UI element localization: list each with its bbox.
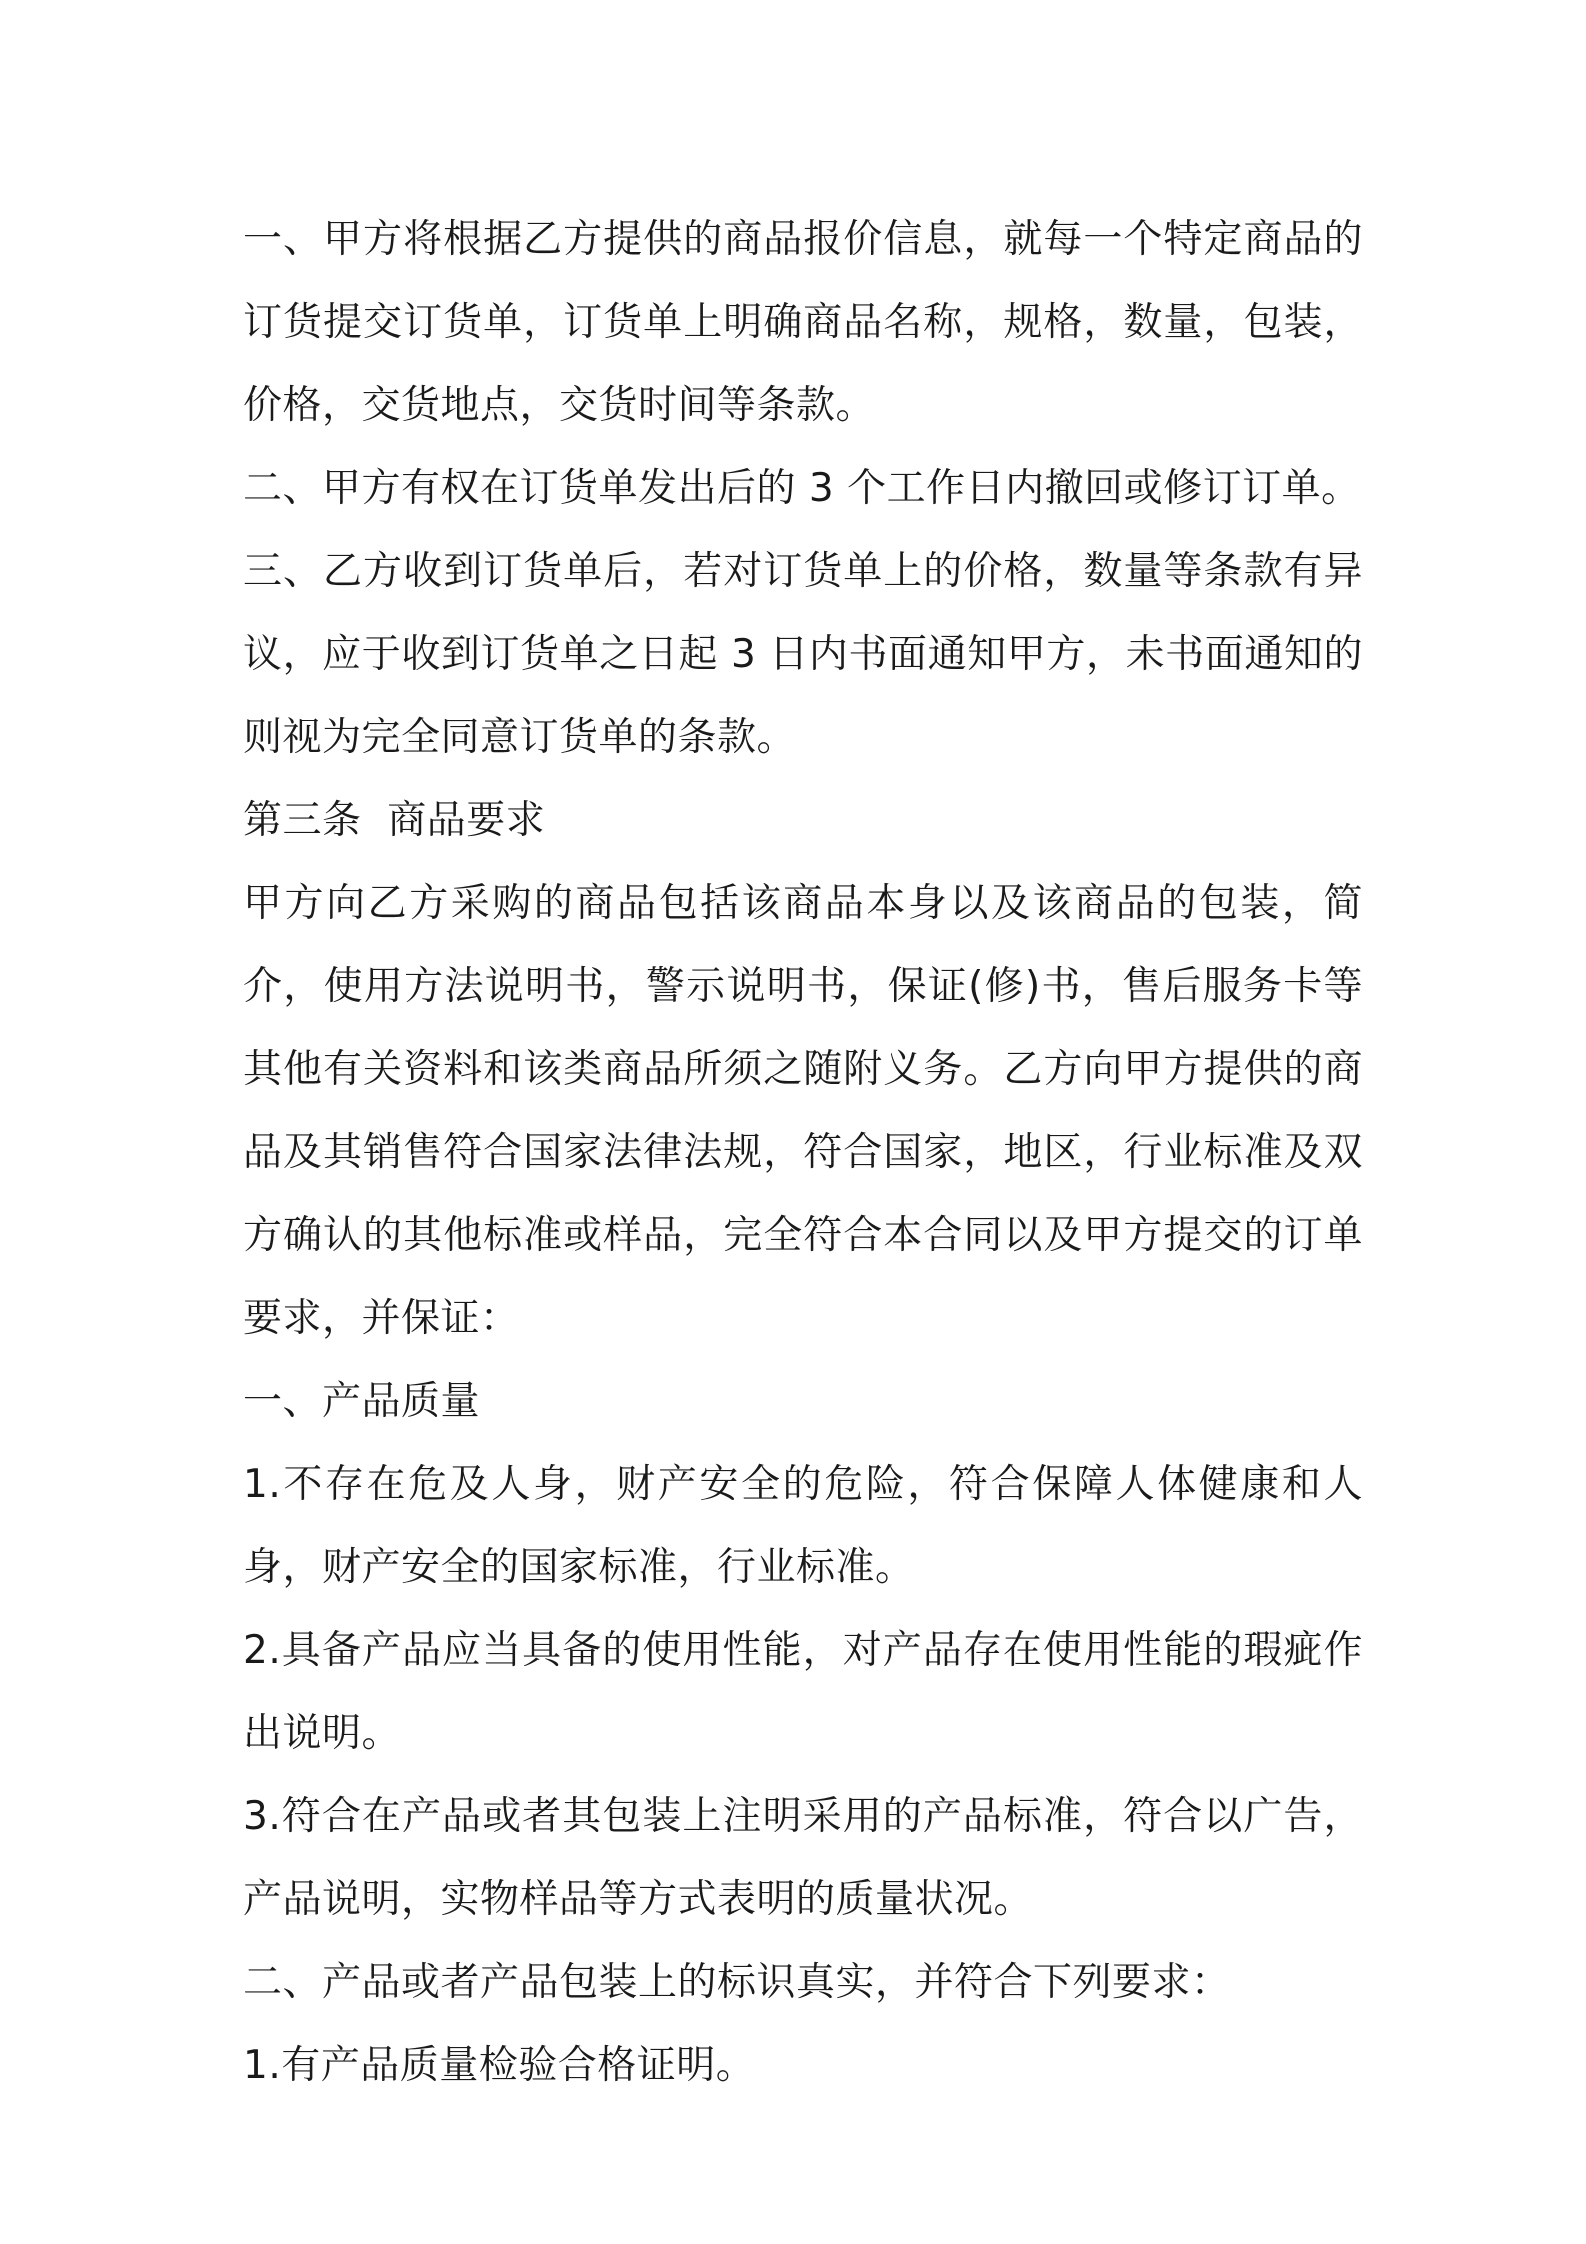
- subheading-labeling: 二、产品或者产品包装上的标识真实，并符合下列要求：: [243, 1960, 1231, 2005]
- clause-order-objection: 三、乙方收到订货单后，若对订货单上的价格，数量等条款有异议，应于收到订货单之日起 3 日内书面通知甲方，未书面通知的则视为完全同意订货单的条款。: [243, 549, 1363, 760]
- clause-order-submission: 一、甲方将根据乙方提供的商品报价信息，就每一个特定商品的订货提交订货单，订货单上明确商品名称，规格，数量，包装，价格，交货地点，交货时间等条款。: [243, 217, 1363, 428]
- clause-goods-scope: 甲方向乙方采购的商品包括该商品本身以及该商品的包装，简介，使用方法说明书，警示说明书，保证(修)书，售后服务卡等其他有关资料和该类商品所须之随附义务。乙方向甲方提供的商品及其销售符合国家法律法规，符合国家，地区，行业标准及双方确认的其他标准或样品，完全符合本合同以及甲方提交的订单要求，并保证：: [243, 881, 1363, 1341]
- list-item-quality-3: 3.符合在产品或者其包装上注明采用的产品标准，符合以广告，产品说明，实物样品等方式表明的质量状况。: [243, 1794, 1363, 1922]
- document-body: [243, 198, 1363, 2107]
- list-item-labeling-1: 1.有产品质量检验合格证明。: [243, 2043, 756, 2088]
- list-item-quality-1: 1.不存在危及人身，财产安全的危险，符合保障人体健康和人身，财产安全的国家标准，行业标准。: [243, 1462, 1363, 1590]
- subheading-product-quality: 一、产品质量: [243, 1379, 481, 1424]
- section-heading-article-3: 第三条 商品要求: [243, 798, 546, 843]
- list-item-quality-2: 2.具备产品应当具备的使用性能，对产品存在使用性能的瑕疵作出说明。: [243, 1628, 1363, 1756]
- clause-order-revocation: 二、甲方有权在订货单发出后的 3 个工作日内撤回或修订订单。: [243, 466, 1361, 511]
